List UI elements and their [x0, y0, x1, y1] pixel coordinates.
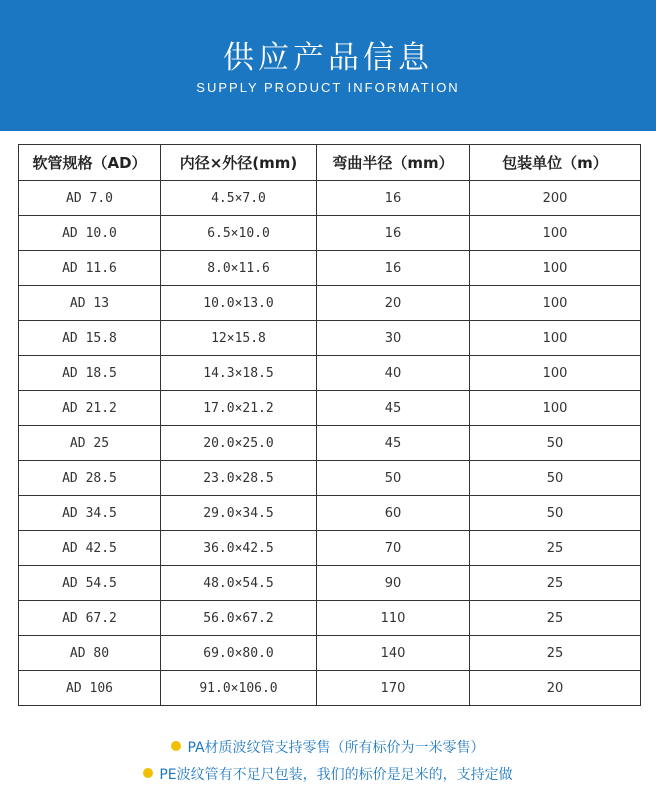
product-spec-table [18, 144, 641, 706]
bullet-dot-icon [171, 741, 181, 751]
cell-spec: AD 15.8 [19, 321, 161, 356]
cell-bend-radius: 20 [317, 286, 470, 321]
cell-bend-radius: 90 [317, 566, 470, 601]
cell-spec: AD 7.0 [19, 181, 161, 216]
cell-diameter: 23.0×28.5 [161, 461, 317, 496]
cell-bend-radius: 40 [317, 356, 470, 391]
cell-package-unit: 25 [470, 531, 641, 566]
cell-spec: AD 13 [19, 286, 161, 321]
cell-spec: AD 54.5 [19, 566, 161, 601]
table-row [19, 356, 641, 391]
header-banner [0, 0, 656, 131]
cell-spec: AD 18.5 [19, 356, 161, 391]
cell-spec: AD 25 [19, 426, 161, 461]
table-row [19, 496, 641, 531]
cell-package-unit: 100 [470, 251, 641, 286]
cell-spec: AD 42.5 [19, 531, 161, 566]
cell-diameter: 6.5×10.0 [161, 216, 317, 251]
cell-diameter: 14.3×18.5 [161, 356, 317, 391]
table-row [19, 426, 641, 461]
table-row [19, 286, 641, 321]
page-subtitle: SUPPLY PRODUCT INFORMATION [196, 80, 460, 95]
cell-package-unit: 50 [470, 496, 641, 531]
cell-package-unit: 100 [470, 286, 641, 321]
cell-spec: AD 11.6 [19, 251, 161, 286]
cell-package-unit: 100 [470, 321, 641, 356]
table-row [19, 181, 641, 216]
table-row [19, 321, 641, 356]
note-text: PA材质波纹管支持零售（所有标价为一米零售） [187, 740, 485, 756]
cell-diameter: 36.0×42.5 [161, 531, 317, 566]
cell-bend-radius: 140 [317, 636, 470, 671]
cell-bend-radius: 16 [317, 251, 470, 286]
cell-bend-radius: 45 [317, 426, 470, 461]
cell-spec: AD 106 [19, 671, 161, 706]
cell-bend-radius: 70 [317, 531, 470, 566]
cell-package-unit: 20 [470, 671, 641, 706]
bullet-dot-icon [143, 768, 153, 778]
table-row [19, 251, 641, 286]
table-row [19, 216, 641, 251]
cell-diameter: 69.0×80.0 [161, 636, 317, 671]
page-title: 供应产品信息 [223, 40, 433, 76]
cell-package-unit: 50 [470, 461, 641, 496]
cell-diameter: 20.0×25.0 [161, 426, 317, 461]
cell-package-unit: 25 [470, 566, 641, 601]
cell-bend-radius: 60 [317, 496, 470, 531]
cell-package-unit: 100 [470, 216, 641, 251]
cell-package-unit: 25 [470, 601, 641, 636]
cell-bend-radius: 16 [317, 181, 470, 216]
cell-diameter: 91.0×106.0 [161, 671, 317, 706]
table-row [19, 636, 641, 671]
cell-bend-radius: 45 [317, 391, 470, 426]
cell-package-unit: 200 [470, 181, 641, 216]
note-item [0, 735, 656, 762]
table-row [19, 601, 641, 636]
cell-bend-radius: 110 [317, 601, 470, 636]
note-item [0, 762, 656, 789]
table-row [19, 671, 641, 706]
column-header-spec: 软管规格（AD） [19, 145, 161, 181]
cell-bend-radius: 16 [317, 216, 470, 251]
table-body [19, 181, 641, 706]
cell-package-unit: 100 [470, 356, 641, 391]
column-header-diameter: 内径×外径(mm) [161, 145, 317, 181]
cell-spec: AD 80 [19, 636, 161, 671]
cell-spec: AD 10.0 [19, 216, 161, 251]
cell-diameter: 10.0×13.0 [161, 286, 317, 321]
table-row [19, 391, 641, 426]
note-text: PE波纹管有不足尺包装，我们的标价是足米的，支持定做 [159, 767, 513, 783]
cell-diameter: 17.0×21.2 [161, 391, 317, 426]
table-row [19, 566, 641, 601]
cell-bend-radius: 30 [317, 321, 470, 356]
cell-bend-radius: 170 [317, 671, 470, 706]
column-header-package-unit: 包装单位（m） [470, 145, 641, 181]
cell-diameter: 48.0×54.5 [161, 566, 317, 601]
cell-diameter: 4.5×7.0 [161, 181, 317, 216]
column-header-bend-radius: 弯曲半径（mm） [317, 145, 470, 181]
cell-diameter: 8.0×11.6 [161, 251, 317, 286]
cell-bend-radius: 50 [317, 461, 470, 496]
notes-section [0, 735, 656, 789]
cell-package-unit: 100 [470, 391, 641, 426]
table-row [19, 461, 641, 496]
cell-spec: AD 28.5 [19, 461, 161, 496]
cell-spec: AD 21.2 [19, 391, 161, 426]
cell-diameter: 12×15.8 [161, 321, 317, 356]
cell-diameter: 56.0×67.2 [161, 601, 317, 636]
cell-spec: AD 34.5 [19, 496, 161, 531]
table-row [19, 531, 641, 566]
cell-diameter: 29.0×34.5 [161, 496, 317, 531]
cell-spec: AD 67.2 [19, 601, 161, 636]
cell-package-unit: 50 [470, 426, 641, 461]
table-header-row [19, 145, 641, 181]
cell-package-unit: 25 [470, 636, 641, 671]
